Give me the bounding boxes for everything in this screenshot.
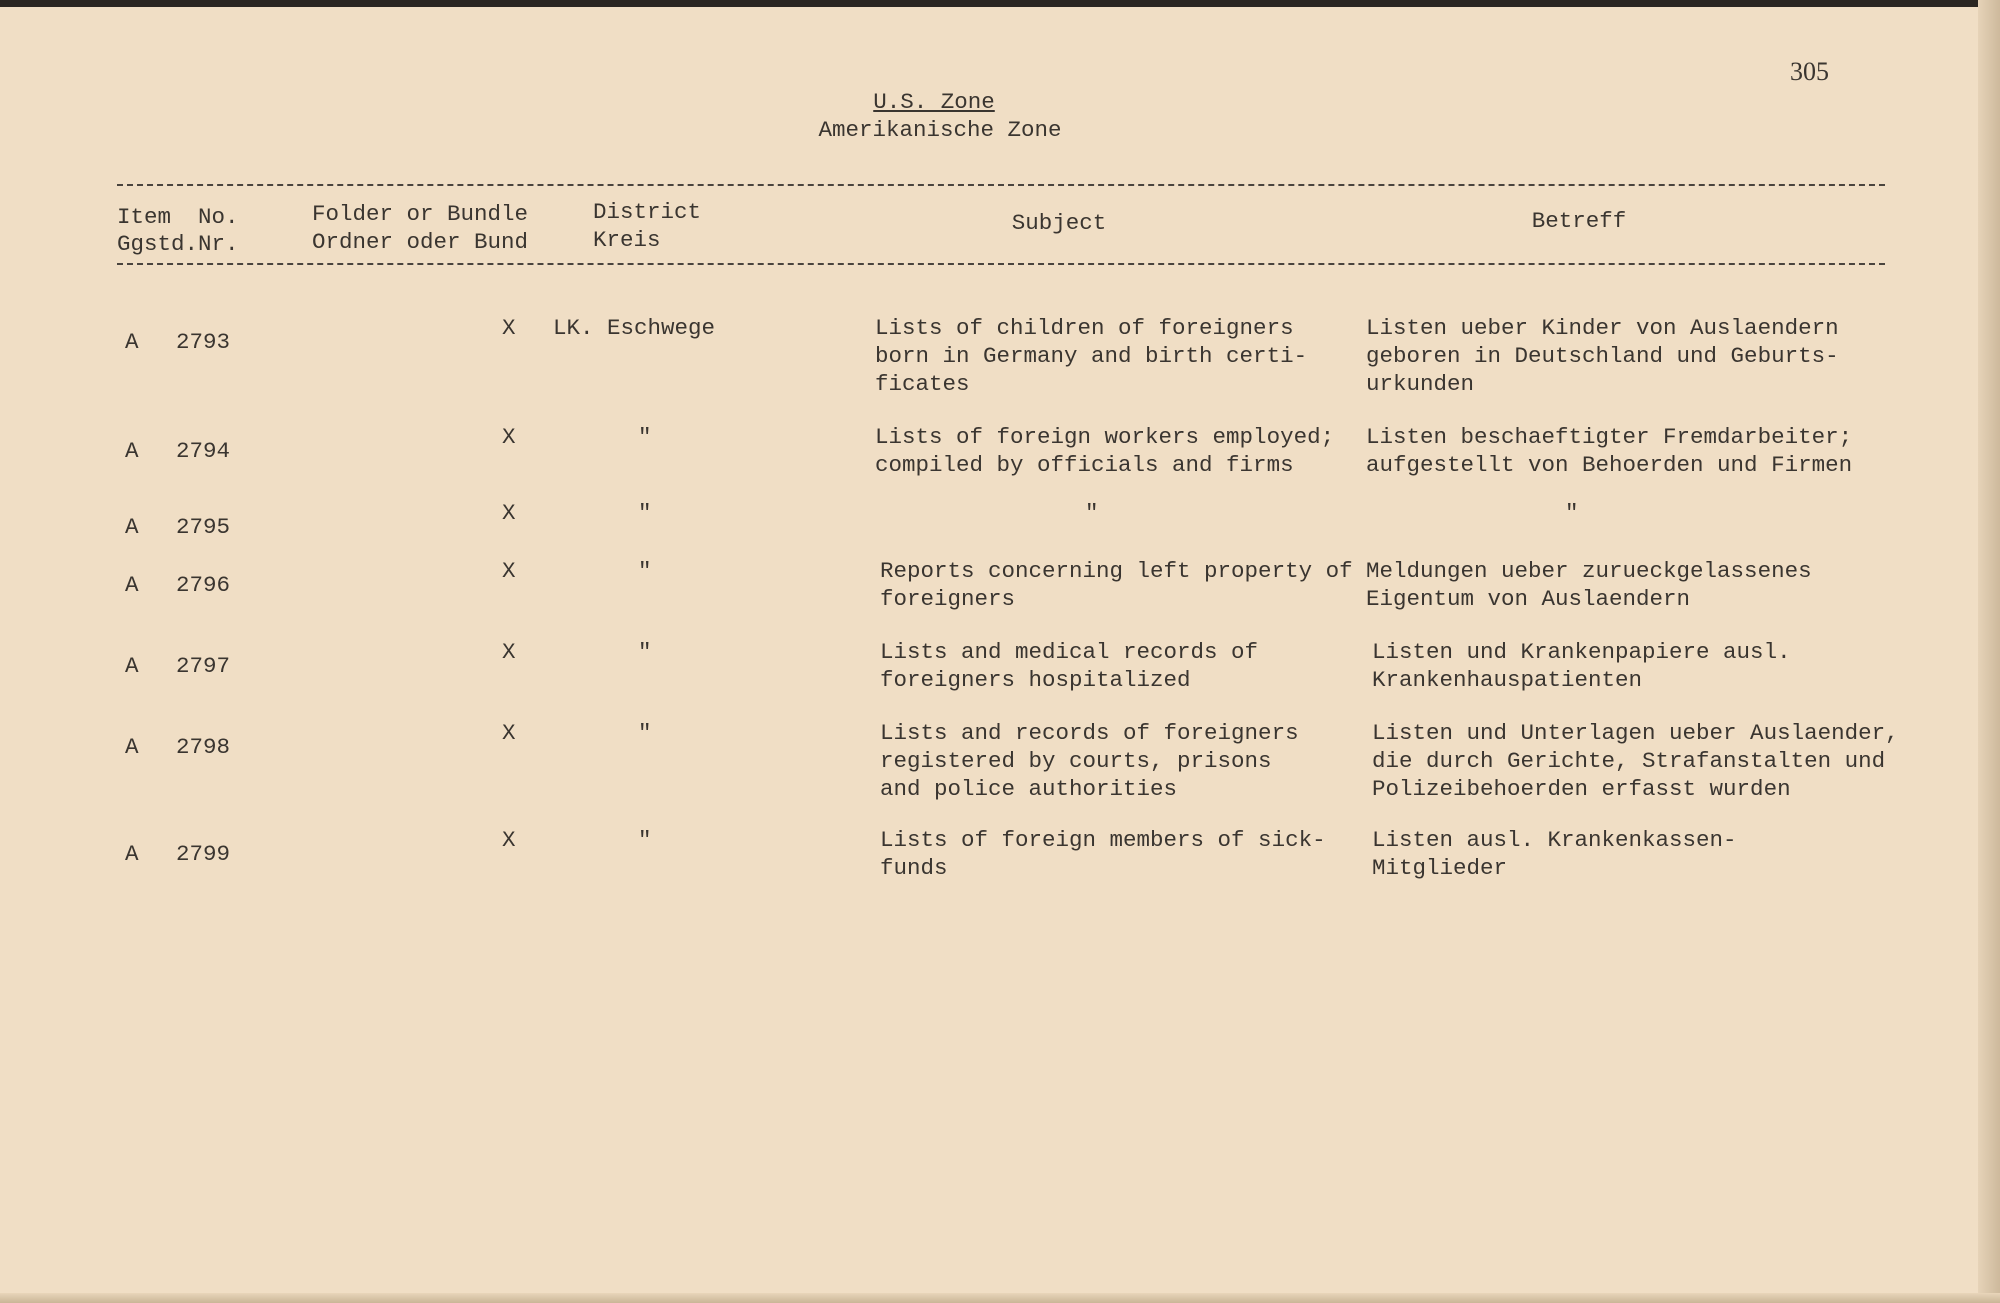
subject-line: Lists of foreign workers employed; [875,424,1335,450]
folder-mark: X [502,720,516,746]
zone-subtitle: Amerikanische Zone [818,117,1062,143]
scan-bottom-edge [0,1293,2000,1303]
item-series: A [125,438,139,464]
folder-mark: X [502,424,516,450]
item-number: 2793 [176,329,231,355]
scan-right-edge [1978,0,2000,1303]
betreff-line: " [1565,500,1579,526]
item-number: 2796 [176,572,231,598]
subject-line: Lists and medical records of [880,639,1259,665]
district: " [638,558,652,584]
betreff-line: Listen ausl. Krankenkassen- [1372,827,1737,853]
col-district-en: District [593,199,702,225]
district: " [638,720,652,746]
subject-line: funds [880,855,948,881]
folder-mark: X [502,558,516,584]
zone-title: U.S. Zone [873,89,995,115]
district: LK. Eschwege [553,315,716,341]
item-number: 2798 [176,734,231,760]
col-item-no-de: Ggstd.Nr. [117,231,239,257]
betreff-line: Listen ueber Kinder von Auslaendern [1366,315,1839,341]
district: " [638,639,652,665]
subject-line: " [1085,500,1099,526]
item-number: 2799 [176,841,231,867]
col-betreff: Betreff [1531,208,1627,234]
district: " [638,500,652,526]
betreff-line: Listen und Krankenpapiere ausl. [1372,639,1791,665]
betreff-line: aufgestellt von Behoerden und Firmen [1366,452,1853,478]
folder-mark: X [502,315,516,341]
item-series: A [125,514,139,540]
item-number: 2797 [176,653,231,679]
district: " [638,424,652,450]
betreff-line: urkunden [1366,371,1475,397]
subject-line: and police authorities [880,776,1178,802]
betreff-line: Polizeibehoerden erfasst wurden [1372,776,1791,802]
subject-line: foreigners [880,586,1016,612]
betreff-line: Listen und Unterlagen ueber Auslaender, [1372,720,1899,746]
betreff-line: die durch Gerichte, Strafanstalten und [1372,748,1886,774]
header-top-rule [117,184,1885,186]
header-bottom-rule [117,263,1885,265]
subject-line: Lists and records of foreigners [880,720,1299,746]
betreff-line: Meldungen ueber zurueckgelassenes [1366,558,1812,584]
item-series: A [125,572,139,598]
item-series: A [125,653,139,679]
page-number: 305 [1790,57,1829,86]
folder-mark: X [502,827,516,853]
col-subject: Subject [1011,210,1107,236]
subject-line: compiled by officials and firms [875,452,1294,478]
col-district-de: Kreis [593,227,661,253]
col-folder-en: Folder or Bundle [312,201,529,227]
item-series: A [125,734,139,760]
item-number: 2795 [176,514,231,540]
subject-line: Reports concerning left property of [880,558,1353,584]
item-series: A [125,329,139,355]
col-folder-de: Ordner oder Bund [312,229,529,255]
folder-mark: X [502,639,516,665]
betreff-line: geboren in Deutschland und Geburts- [1366,343,1839,369]
subject-line: born in Germany and birth certi- [875,343,1308,369]
col-item-no-en: Item No. [117,204,239,230]
subject-line: registered by courts, prisons [880,748,1272,774]
subject-line: ficates [875,371,970,397]
district: " [638,827,652,853]
item-number: 2794 [176,438,231,464]
item-series: A [125,841,139,867]
betreff-line: Krankenhauspatienten [1372,667,1643,693]
subject-line: Lists of foreign members of sick- [880,827,1326,853]
scan-top-edge [0,0,2000,7]
betreff-line: Listen beschaeftigter Fremdarbeiter; [1366,424,1853,450]
betreff-line: Mitglieder [1372,855,1508,881]
folder-mark: X [502,500,516,526]
subject-line: foreigners hospitalized [880,667,1191,693]
subject-line: Lists of children of foreigners [875,315,1294,341]
betreff-line: Eigentum von Auslaendern [1366,586,1691,612]
